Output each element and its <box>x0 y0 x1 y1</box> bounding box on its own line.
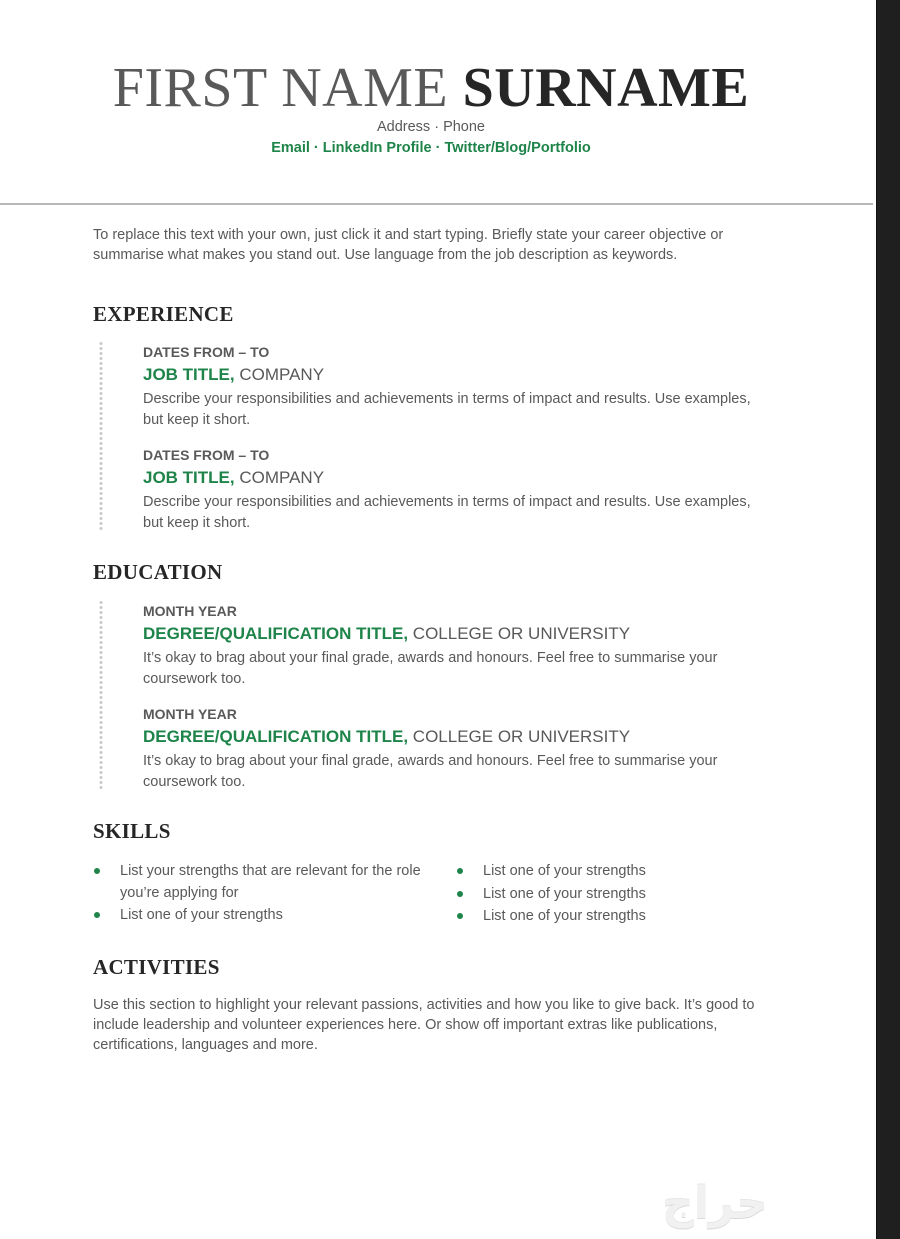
activities-heading: ACTIVITIES <box>93 955 220 979</box>
contact-address-phone[interactable]: Address · Phone <box>376 119 485 135</box>
header-divider <box>0 203 873 205</box>
watermark-logo: حراج <box>662 1178 768 1229</box>
entry-title-line[interactable] <box>143 364 763 386</box>
experience-entry[interactable] <box>143 343 763 430</box>
skill-item[interactable] <box>456 861 756 883</box>
degree-title[interactable]: DEGREE/QUALIFICATION TITLE, <box>143 727 409 746</box>
skills-list-left <box>93 861 423 928</box>
skill-item[interactable] <box>456 906 756 928</box>
skill-text[interactable]: List one of your strengths <box>483 908 646 924</box>
skill-text[interactable]: List one of your strengths <box>120 907 283 923</box>
experience-timeline-rule <box>99 341 103 531</box>
entry-dates[interactable]: MONTH YEAR <box>143 603 237 619</box>
window-edge-bar <box>876 0 900 1239</box>
experience-heading: EXPERIENCE <box>93 302 234 326</box>
entry-title-line[interactable] <box>143 726 763 748</box>
entry-dates[interactable]: DATES FROM – TO <box>143 447 270 463</box>
bullet-icon <box>94 912 100 918</box>
company[interactable]: COMPANY <box>234 468 325 487</box>
job-title[interactable]: JOB TITLE, <box>143 468 235 487</box>
institution[interactable]: COLLEGE OR UNIVERSITY <box>408 727 631 746</box>
entry-dates[interactable]: DATES FROM – TO <box>143 344 270 360</box>
skill-text[interactable]: List one of your strengths <box>483 863 646 879</box>
first-name[interactable]: FIRST NAME <box>112 57 449 119</box>
entry-dates[interactable]: MONTH YEAR <box>143 706 237 722</box>
skill-item[interactable] <box>93 861 423 904</box>
skill-item[interactable] <box>93 905 423 927</box>
activities-description[interactable]: Use this section to highlight your relevant passions, activities and how you like to give back. It’s good to include leadership and volunteer experiences here. Or show off important extras like publications, certifications, languages and more. <box>93 997 755 1053</box>
education-entry[interactable] <box>143 705 763 792</box>
company[interactable]: COMPANY <box>234 365 325 384</box>
bullet-icon <box>94 868 100 874</box>
entry-description[interactable]: It’s okay to brag about your final grade, awards and honours. Feel free to summarise your coursework too. <box>143 753 718 790</box>
entry-title-line[interactable] <box>143 467 763 489</box>
bullet-icon <box>457 891 463 897</box>
entry-title-line[interactable] <box>143 623 763 645</box>
job-title[interactable]: JOB TITLE, <box>143 365 235 384</box>
career-objective[interactable]: To replace this text with your own, just click it and start typing. Briefly state your career objective or summarise what makes you stand out. Use language from the job description as keywords. <box>93 227 724 263</box>
degree-title[interactable]: DEGREE/QUALIFICATION TITLE, <box>143 624 409 643</box>
skill-text[interactable]: List your strengths that are relevant for the role you’re applying for <box>120 863 421 901</box>
education-timeline-rule <box>99 600 103 790</box>
skill-item[interactable] <box>456 884 756 906</box>
skill-text[interactable]: List one of your strengths <box>483 885 646 902</box>
entry-description[interactable]: It’s okay to brag about your final grade, awards and honours. Feel free to summarise your coursework too. <box>143 650 718 687</box>
candidate-name[interactable] <box>0 56 862 120</box>
institution[interactable]: COLLEGE OR UNIVERSITY <box>408 624 631 643</box>
contact-online-links[interactable]: Email · LinkedIn Profile · Twitter/Blog/Portfolio <box>271 140 591 156</box>
bullet-icon <box>457 868 463 874</box>
skills-heading: SKILLS <box>93 819 171 843</box>
education-entry[interactable] <box>143 602 763 689</box>
entry-description[interactable]: Describe your responsibilities and achievements in terms of impact and results. Use examples, but keep it short. <box>143 494 751 531</box>
skills-list-right <box>456 861 756 929</box>
entry-description[interactable]: Describe your responsibilities and achievements in terms of impact and results. Use examples, but keep it short. <box>143 391 751 428</box>
surname[interactable]: SURNAME <box>462 57 750 119</box>
education-heading: EDUCATION <box>93 560 223 584</box>
bullet-icon <box>457 913 463 919</box>
experience-entry[interactable] <box>143 446 763 533</box>
